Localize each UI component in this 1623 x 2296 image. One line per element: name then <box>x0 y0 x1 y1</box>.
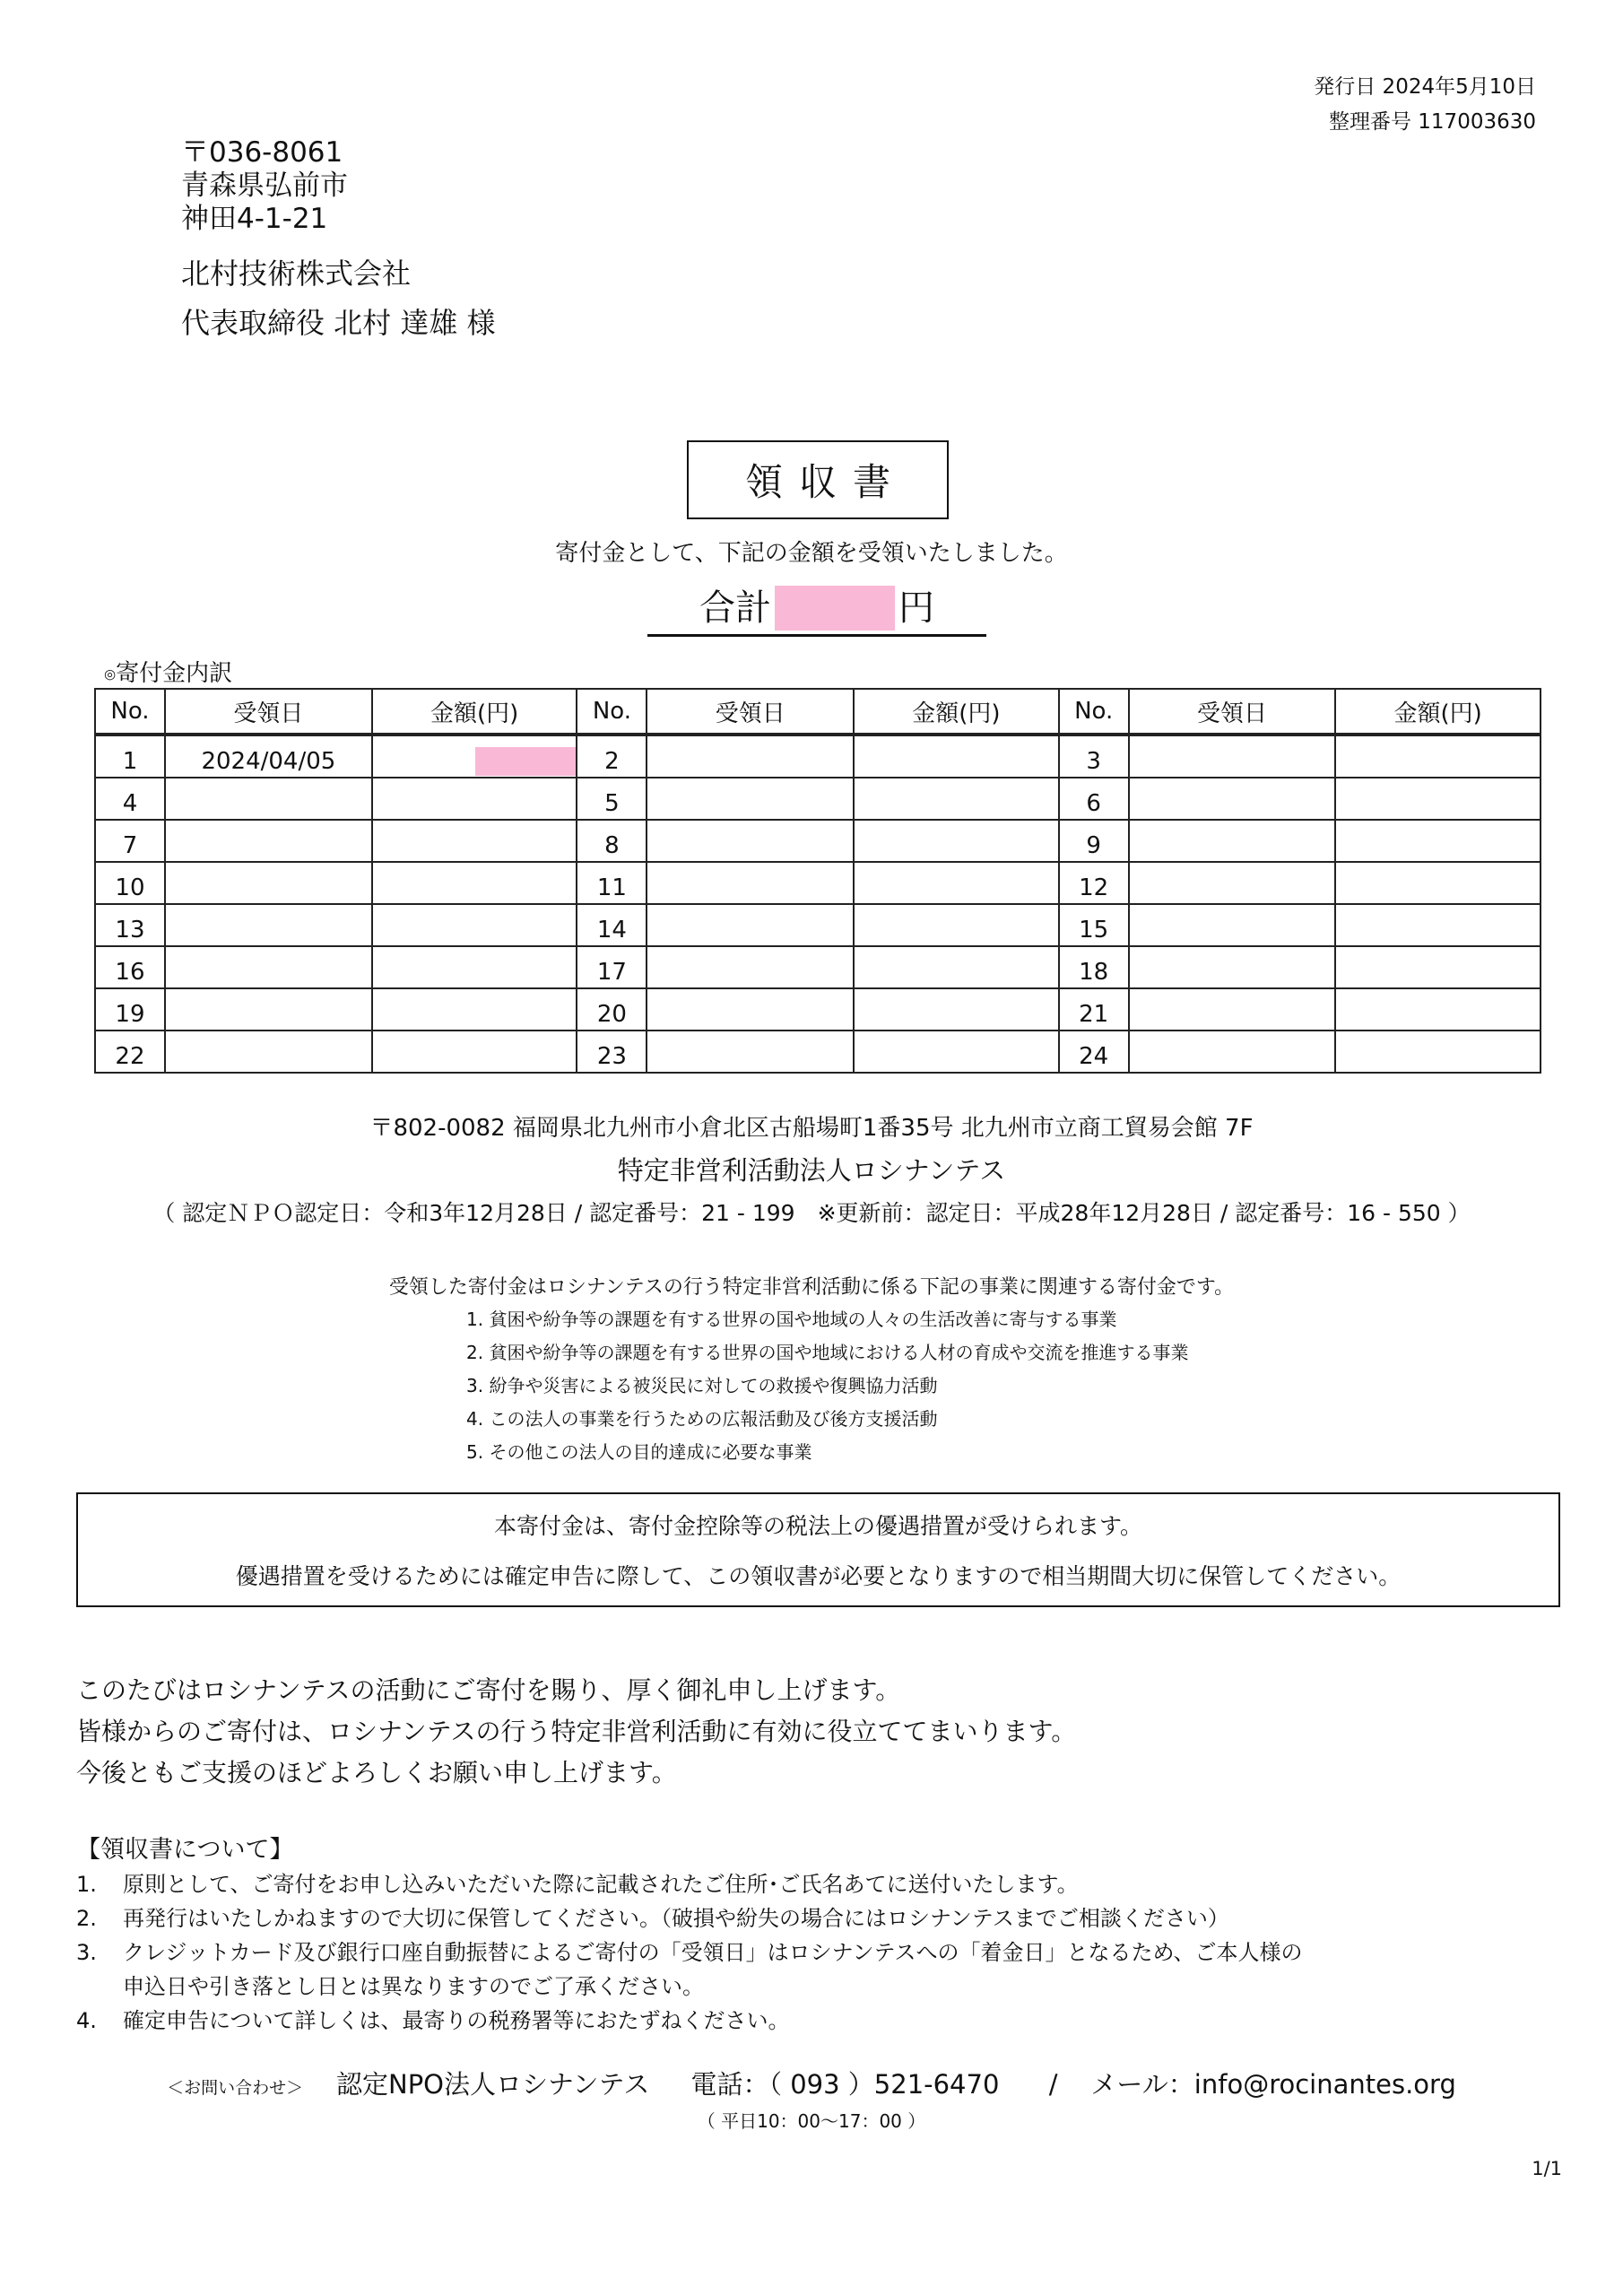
tax-notice-line1: 本寄付金は、寄付金控除等の税法上の優遇措置が受けられます。 <box>493 1513 1142 1539</box>
cell-date <box>647 778 854 820</box>
cell-date <box>1129 862 1336 904</box>
reference-number: 整理番号 117003630 <box>1328 110 1536 134</box>
table-row <box>95 988 1541 1031</box>
business-item: 3. 紛争や災害による被災民に対しての救援や復興協力活動 <box>466 1375 938 1396</box>
table-row <box>95 1031 1541 1073</box>
organization-name: 特定非営利活動法人ロシナンテス <box>617 1155 1006 1186</box>
table-row <box>95 904 1541 946</box>
cell-amount <box>372 904 577 946</box>
about-receipt-list <box>76 1867 1529 2038</box>
header-date: 受領日 <box>647 689 854 735</box>
tax-notice-box <box>76 1492 1560 1607</box>
header-amount: 金額(円) <box>372 689 577 735</box>
cell-no: 15 <box>1059 904 1129 946</box>
cell-no: 6 <box>1059 778 1129 820</box>
cell-date <box>647 735 854 778</box>
business-list <box>466 1303 1188 1469</box>
header-date: 受領日 <box>165 689 372 735</box>
thanks-line: このたびはロシナンテスの活動にご寄付を賜り、厚く御礼申し上げます。 <box>76 1675 901 1705</box>
cell-amount <box>854 946 1059 988</box>
cell-no: 20 <box>577 988 647 1031</box>
cell-amount <box>372 778 577 820</box>
about-item <box>76 2004 1529 2038</box>
cell-amount <box>854 820 1059 862</box>
about-item-continuation <box>76 1970 1529 2004</box>
cell-date <box>1129 1031 1336 1073</box>
cell-date <box>1129 904 1336 946</box>
header-no: No. <box>1059 689 1129 735</box>
about-item-text: 申込日や引き落とし日とは異なりますのでご了承ください。 <box>123 1974 704 1999</box>
cell-date <box>647 988 854 1031</box>
contact-email: メール：info@rocinantes.org <box>1090 2069 1456 2100</box>
breakdown-body <box>95 735 1541 1073</box>
business-intro: 受領した寄付金はロシナンテスの行う特定非営利活動に係る下記の事業に関連する寄付金です。 <box>388 1276 1235 1299</box>
header-amount: 金額(円) <box>854 689 1059 735</box>
cell-date <box>165 904 372 946</box>
table-row <box>95 778 1541 820</box>
cell-amount <box>1335 862 1541 904</box>
header-date: 受領日 <box>1129 689 1336 735</box>
contact-org: 認定NPO法人ロシナンテス <box>336 2069 650 2100</box>
cell-no: 12 <box>1059 862 1129 904</box>
about-item-number: 1. <box>76 1872 97 1897</box>
issue-date: 発行日 2024年5月10日 <box>1314 75 1536 99</box>
recipient-address-line1: 青森県弘前市 <box>181 170 348 202</box>
cell-amount <box>372 988 577 1031</box>
cell-no: 16 <box>95 946 165 988</box>
business-item: 4. この法人の事業を行うための広報活動及び後方支援活動 <box>466 1408 938 1430</box>
contact-separator: / <box>1048 2069 1058 2100</box>
about-item-text: クレジットカード及び銀行口座自動振替によるご寄付の「受領日」はロシナンテスへの「着金日」となるため、ご本人様の <box>123 1940 1303 1965</box>
cell-no: 14 <box>577 904 647 946</box>
breakdown-table <box>94 688 1541 1074</box>
contact-label: ＜お問い合わせ＞ <box>167 2078 304 2098</box>
amount-redaction <box>475 747 576 776</box>
cell-no: 2 <box>577 735 647 778</box>
cell-no: 9 <box>1059 820 1129 862</box>
about-item-text: 原則として、ご寄付をお申し込みいただいた際に記載されたご住所･ご氏名あてに送付いたします。 <box>123 1872 1079 1897</box>
cell-no: 1 <box>95 735 165 778</box>
total-prefix: 合計 <box>699 587 771 629</box>
cell-date <box>647 862 854 904</box>
tax-notice-line2: 優遇措置を受けるためには確定申告に際して、この領収書が必要となりますので相当期間大切に保管してください。 <box>235 1563 1402 1589</box>
cell-no: 8 <box>577 820 647 862</box>
cell-date <box>1129 778 1336 820</box>
header-no: No. <box>95 689 165 735</box>
cell-date <box>165 1031 372 1073</box>
cell-date <box>1129 820 1336 862</box>
breakdown-label-text: 寄付金内訳 <box>116 660 233 687</box>
cell-amount <box>372 946 577 988</box>
cell-date <box>165 946 372 988</box>
table-row <box>95 735 1541 778</box>
cell-date <box>647 904 854 946</box>
breakdown-mark: ◎ <box>104 665 117 683</box>
cell-amount <box>854 862 1059 904</box>
cell-amount <box>372 820 577 862</box>
cell-amount <box>372 1031 577 1073</box>
cell-date <box>647 946 854 988</box>
receipt-title-text: 領収書 <box>744 460 907 504</box>
cell-date <box>165 820 372 862</box>
cell-no: 7 <box>95 820 165 862</box>
recipient-company: 北村技術株式会社 <box>181 257 412 291</box>
cell-date <box>165 778 372 820</box>
cell-amount <box>372 862 577 904</box>
contact-hours: （ 平日10：00～17：00 ） <box>697 2110 926 2132</box>
cell-amount <box>1335 735 1541 778</box>
contact-phone: 電話：（ 093 ）521-6470 <box>690 2069 1000 2100</box>
cell-amount <box>1335 988 1541 1031</box>
recipient-representative: 代表取締役 北村 達雄 様 <box>181 306 496 340</box>
thanks-message <box>76 1670 1076 1794</box>
about-item-number: 2. <box>76 1906 97 1931</box>
about-item <box>76 1901 1529 1935</box>
certification-info: （ 認定ＮＰＯ認定日：令和3年12月28日 / 認定番号：21 - 199 ※更新前：認定日：平成28年12月28日 / 認定番号：16 - 550 ） <box>152 1200 1471 1226</box>
thanks-line: 皆様からのご寄付は、ロシナンテスの行う特定非営利活動に有効に役立ててまいります。 <box>76 1717 1077 1746</box>
recipient-address-line2: 神田4-1-21 <box>181 203 328 235</box>
cell-amount <box>1335 820 1541 862</box>
cell-amount <box>854 1031 1059 1073</box>
cell-no: 22 <box>95 1031 165 1073</box>
cell-amount <box>854 904 1059 946</box>
total-redaction <box>775 586 895 631</box>
recipient-postal: 〒036-8061 <box>181 136 343 169</box>
cell-date <box>647 1031 854 1073</box>
receipt-title <box>687 440 949 519</box>
cell-amount <box>854 735 1059 778</box>
cell-no: 13 <box>95 904 165 946</box>
total-suffix: 円 <box>898 587 934 629</box>
cell-no: 21 <box>1059 988 1129 1031</box>
received-statement: 寄付金として、下記の金額を受領いたしました。 <box>555 540 1068 567</box>
header-no: No. <box>577 689 647 735</box>
cell-date <box>647 820 854 862</box>
cell-no: 3 <box>1059 735 1129 778</box>
thanks-line: 今後ともご支援のほどよろしくお願い申し上げます。 <box>76 1758 677 1787</box>
cell-date: 2024/04/05 <box>165 735 372 778</box>
cell-date <box>1129 988 1336 1031</box>
cell-amount <box>854 778 1059 820</box>
cell-date <box>1129 946 1336 988</box>
organization-address: 〒802-0082 福岡県北九州市小倉北区古船場町1番35号 北九州市立商工貿易会館 7F <box>369 1115 1254 1142</box>
cell-amount <box>1335 946 1541 988</box>
recipient-address <box>181 136 348 236</box>
cell-no: 5 <box>577 778 647 820</box>
about-receipt-title: 【領収書について】 <box>76 1836 294 1864</box>
cell-no: 4 <box>95 778 165 820</box>
issue-info <box>1314 70 1536 140</box>
about-item-number: 4. <box>76 2008 97 2033</box>
cell-amount <box>1335 1031 1541 1073</box>
cell-date <box>165 988 372 1031</box>
cell-no: 10 <box>95 862 165 904</box>
table-row <box>95 820 1541 862</box>
cell-no: 19 <box>95 988 165 1031</box>
business-item: 5. その他この法人の目的達成に必要な事業 <box>466 1441 812 1463</box>
cell-amount <box>372 735 577 778</box>
total-amount <box>647 583 986 637</box>
page-number: 1/1 <box>1532 2158 1562 2179</box>
cell-no: 23 <box>577 1031 647 1073</box>
cell-no: 17 <box>577 946 647 988</box>
cell-date <box>1129 735 1336 778</box>
header-amount: 金額(円) <box>1335 689 1541 735</box>
breakdown-label <box>104 655 232 688</box>
about-item-text: 確定申告について詳しくは、最寄りの税務署等におたずねください。 <box>123 2008 790 2033</box>
about-item-number: 3. <box>76 1940 97 1965</box>
about-item-text: 再発行はいたしかねますので大切に保管してください。（破損や紛失の場合にはロシナンテスまでご相談ください） <box>123 1906 1229 1931</box>
cell-no: 24 <box>1059 1031 1129 1073</box>
cell-amount <box>1335 904 1541 946</box>
cell-no: 11 <box>577 862 647 904</box>
about-item <box>76 1935 1529 1970</box>
cell-no: 18 <box>1059 946 1129 988</box>
table-row <box>95 862 1541 904</box>
contact-info <box>0 2065 1623 2101</box>
table-row <box>95 946 1541 988</box>
breakdown-header-row <box>95 689 1541 735</box>
cell-amount <box>1335 778 1541 820</box>
cell-amount <box>854 988 1059 1031</box>
about-item <box>76 1867 1529 1901</box>
cell-date <box>165 862 372 904</box>
business-item: 2. 貧困や紛争等の課題を有する世界の国や地域における人材の育成や交流を推進する事業 <box>466 1342 1189 1363</box>
business-item: 1. 貧困や紛争等の課題を有する世界の国や地域の人々の生活改善に寄与する事業 <box>466 1309 1117 1330</box>
